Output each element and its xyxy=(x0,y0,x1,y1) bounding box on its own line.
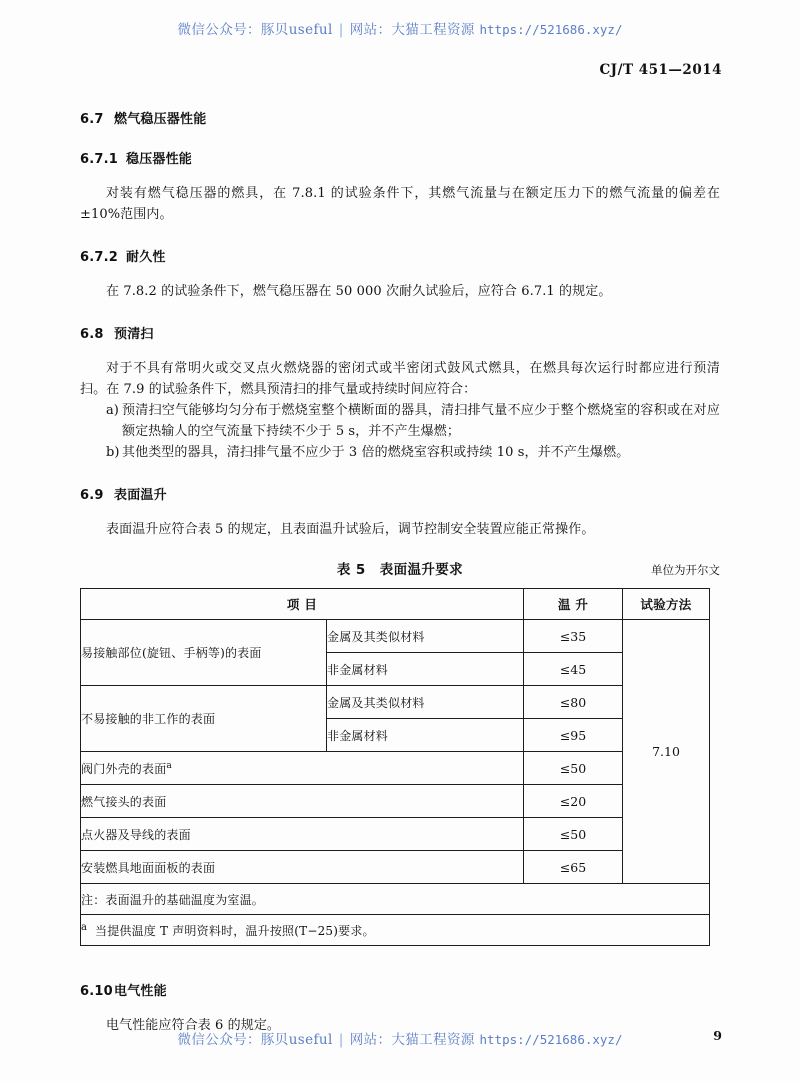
table-cell-rise: ≤80 xyxy=(524,686,623,719)
watermark-url: https://521686.xyz/ xyxy=(479,1032,623,1047)
heading-6-7-2 xyxy=(80,246,720,265)
heading-6-7-number: 6.7 xyxy=(80,112,104,127)
table-cell-item-text: 阀门外壳的表面 xyxy=(81,761,167,776)
table-cell-method: 7.10 xyxy=(623,620,710,884)
table-header-item xyxy=(81,589,524,620)
table-cell-subitem: 金属及其类似材料 xyxy=(327,620,524,653)
watermark-separator: | xyxy=(338,1032,344,1048)
table-footnote xyxy=(81,915,710,946)
heading-6-7-2-number: 6.7.2 xyxy=(80,250,119,266)
list-6-8 xyxy=(80,400,720,463)
heading-6-7 xyxy=(80,108,720,127)
table-caption-title: 表面温升要求 xyxy=(379,562,464,579)
heading-6-9-title: 表面温升 xyxy=(114,488,167,504)
table-cell-rise: ≤65 xyxy=(524,851,623,884)
table-cell-subitem: 非金属材料 xyxy=(327,719,524,752)
table-cell-item: 燃气接头的表面 xyxy=(81,785,524,818)
table-footnote-star: a xyxy=(81,921,88,933)
heading-6-8-title: 预清扫 xyxy=(114,327,154,343)
table-cell-rise: ≤35 xyxy=(524,620,623,653)
table-row xyxy=(81,752,710,785)
heading-6-7-1-number: 6.7.1 xyxy=(80,152,119,167)
watermark-site-label: 网站：大猫工程资源 xyxy=(349,22,475,38)
table-note-row xyxy=(81,884,710,915)
table-footnote-text: 当提供温度 T 声明资料时，温升按照(T−25)要求。 xyxy=(95,923,375,938)
table-header-rise xyxy=(524,589,623,620)
list-text-a: 预清扫空气能够均匀分布于燃烧室整个横断面的器具，清扫排气量不应少于整个燃烧室的容积或在对应额定热输人的空气流量下持续不少于 5 s，并不产生爆燃； xyxy=(122,403,720,440)
table-header-row xyxy=(81,589,710,620)
page-number: 9 xyxy=(713,1028,722,1043)
watermark-bottom xyxy=(0,1028,800,1048)
heading-6-7-1-title: 稳压器性能 xyxy=(126,152,193,167)
table-cell-item: 点火器及导线的表面 xyxy=(81,818,524,851)
table-cell-rise: ≤95 xyxy=(524,719,623,752)
paragraph-6-7-2: 在 7.8.2 的试验条件下，燃气稳压器在 50 000 次耐久试验后，应符合 6.7.1 的规定。 xyxy=(106,284,612,300)
table-cell-subitem: 金属及其类似材料 xyxy=(327,686,524,719)
watermark-prefix: 微信公众号：豚贝useful xyxy=(177,22,333,38)
paragraph-6-10: 电气性能应符合表 6 的规定。 xyxy=(106,1018,281,1034)
table-unit-note: 单位为开尔文 xyxy=(651,563,720,578)
table-row xyxy=(81,620,710,653)
table-cell-rise: ≤20 xyxy=(524,785,623,818)
watermark-url: https://521686.xyz/ xyxy=(479,22,623,37)
table-cell-item: 易接触部位(旋钮、手柄等)的表面 xyxy=(81,620,327,686)
table-row xyxy=(81,686,710,719)
heading-6-10-title: 电气性能 xyxy=(114,984,167,1000)
watermark-prefix: 微信公众号：豚贝useful xyxy=(177,1032,333,1048)
document-content xyxy=(80,108,720,1036)
table-note: 注：表面温升的基础温度为室温。 xyxy=(81,884,710,915)
running-head-standard-number: CJ/T 451—2014 xyxy=(599,62,722,78)
table-caption xyxy=(80,558,720,578)
paragraph-6-9: 表面温升应符合表 5 的规定，且表面温升试验后，调节控制安全装置应能正常操作。 xyxy=(106,522,595,538)
table-header-item-text: 项 目 xyxy=(286,597,318,613)
table-footnote-marker: a xyxy=(166,760,172,771)
table-cell-item: 不易接触的非工作的表面 xyxy=(81,686,327,752)
table-header-method xyxy=(623,589,710,620)
table-cell-rise: ≤50 xyxy=(524,752,623,785)
watermark-separator: | xyxy=(338,22,344,38)
table-cell-rise: ≤45 xyxy=(524,653,623,686)
table-cell-item: 安装燃具地面面板的表面 xyxy=(81,851,524,884)
heading-6-7-1 xyxy=(80,148,720,167)
list-item xyxy=(80,442,720,463)
table-cell-subitem: 非金属材料 xyxy=(327,653,524,686)
heading-6-8-number: 6.8 xyxy=(80,327,104,343)
table-footnote-row xyxy=(81,915,710,946)
table-caption-label: 表 5 xyxy=(336,562,366,579)
heading-6-9-number: 6.9 xyxy=(80,488,104,504)
table-cell-item xyxy=(81,752,524,785)
watermark-top xyxy=(0,18,800,38)
table-header-method-text: 试验方法 xyxy=(640,597,692,613)
table-row xyxy=(81,818,710,851)
heading-6-10-number: 6.10 xyxy=(80,984,113,1000)
list-marker-b: b) xyxy=(106,445,120,461)
table-cell-rise: ≤50 xyxy=(524,818,623,851)
table-row xyxy=(81,851,710,884)
heading-6-7-2-title: 耐久性 xyxy=(126,250,166,266)
table-row xyxy=(81,785,710,818)
list-marker-a: a) xyxy=(106,403,119,419)
paragraph-6-8: 对于不具有常明火或交叉点火燃烧器的密闭式或半密闭式鼓风式燃具，在燃具每次运行时都应进行预清扫。在 7.9 的试验条件下，燃具预清扫的排气量或持续时间应符合： xyxy=(80,361,720,398)
watermark-site-label: 网站：大猫工程资源 xyxy=(349,1032,475,1048)
list-text-b: 其他类型的器具，清扫排气量不应少于 3 倍的燃烧室容积或持续 10 s，并不产生爆燃。 xyxy=(122,445,630,461)
heading-6-8 xyxy=(80,323,720,342)
list-item xyxy=(80,400,720,442)
heading-6-7-title: 燃气稳压器性能 xyxy=(114,112,207,127)
paragraph-6-7-1: 对装有燃气稳压器的燃具，在 7.8.1 的试验条件下，其燃气流量与在额定压力下的燃气流量的偏差在±10%范围内。 xyxy=(80,186,720,223)
table-caption-row xyxy=(80,558,720,582)
heading-6-10 xyxy=(80,980,720,999)
table-header-rise-text: 温 升 xyxy=(557,597,589,613)
heading-6-9 xyxy=(80,484,720,503)
table-surface-temperature-rise xyxy=(80,588,710,946)
